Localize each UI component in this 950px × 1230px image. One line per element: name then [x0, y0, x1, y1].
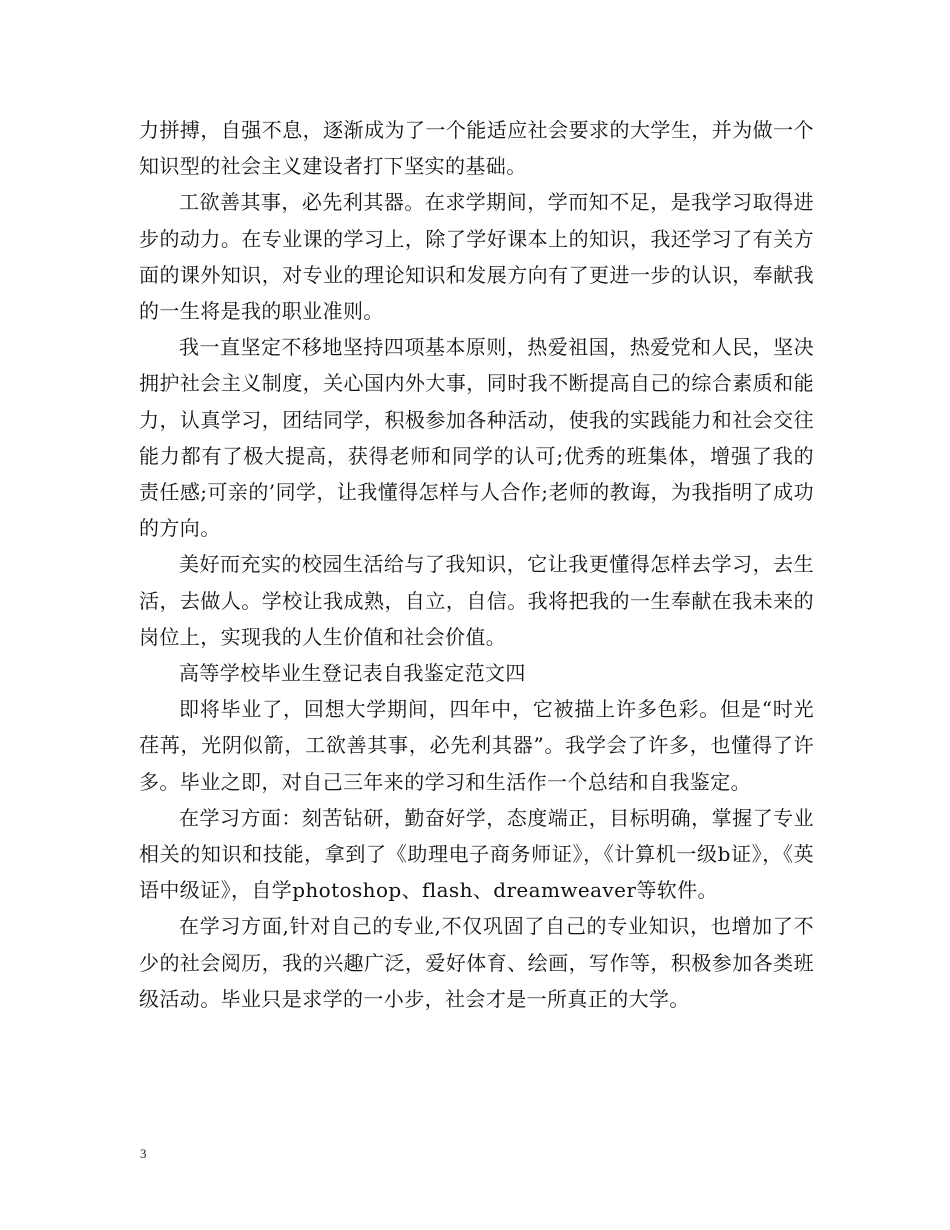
document-body: [139, 112, 814, 1017]
paragraph-1: 力拼搏，自强不息，逐渐成为了一个能适应社会要求的大学生，并为做一个知识型的社会主义建设者打下坚实的基础。: [139, 118, 814, 179]
page-number: 3: [140, 1146, 147, 1161]
paragraph-7: 在学习方面：刻苦钻研，勤奋好学，态度端正，目标明确，掌握了专业相关的知识和技能，拿到了《助理电子商务师证》，《计算机一级b证》，《英语中级证》，自学photoshop、flash、dreamweaver等软件。: [139, 805, 814, 903]
section-heading: 高等学校毕业生登记表自我鉴定范文四: [179, 661, 526, 686]
paragraph-4: 美好而充实的校园生活给与了我知识，它让我更懂得怎样去学习，去生活，去做人。学校让我成熟，自立，自信。我将把我的一生奉献在我未来的岗位上，实现我的人生价值和社会价值。: [139, 552, 814, 649]
paragraph-6: 即将毕业了，回想大学期间，四年中，它被描上许多色彩。但是“时光荏苒，光阴似箭，工欲善其事，必先利其器”。我学会了许多，也懂得了许多。毕业之即，对自己三年来的学习和生活作一个总结和自我鉴定。: [139, 697, 814, 794]
paragraph-8: 在学习方面,针对自己的专业,不仅巩固了自己的专业知识，也增加了不少的社会阅历，我的兴趣广泛，爱好体育、绘画，写作等，积极参加各类班级活动。毕业只是求学的一小步，社会才是一所真正的大学。: [139, 914, 814, 1011]
paragraph-3: 我一直坚定不移地坚持四项基本原则，热爱祖国，热爱党和人民，坚决拥护社会主义制度，关心国内外大事，同时我不断提高自己的综合素质和能力，认真学习，团结同学，积极参加各种活动，使我的实践能力和社会交往能力都有了极大提高，获得老师和同学的认可;优秀的班集体，增强了我的责任感;可亲的’同学，让我懂得怎样与人合作;老师的教诲，为我指明了成功的方向。: [139, 335, 814, 541]
paragraph-2: 工欲善其事，必先利其器。在求学期间，学而知不足，是我学习取得进步的动力。在专业课的学习上，除了学好课本上的知识，我还学习了有关方面的课外知识，对专业的理论知识和发展方向有了更进一步的认识，奉献我的一生将是我的职业准则。: [139, 190, 814, 324]
